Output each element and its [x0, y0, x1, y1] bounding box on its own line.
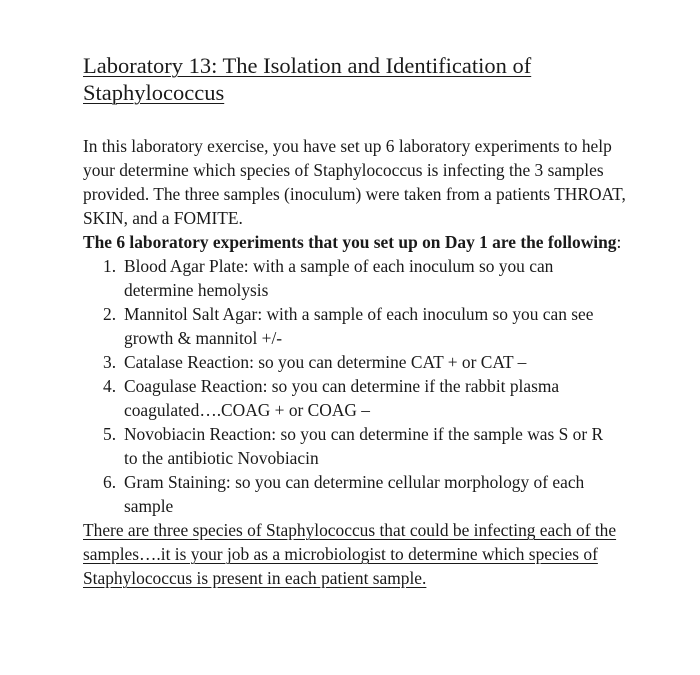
- list-item: [83, 470, 612, 518]
- list-item: [83, 350, 612, 374]
- experiments-heading-text: The 6 laboratory experiments that you set up on Day 1 are the following: [83, 232, 617, 252]
- list-item: [83, 254, 612, 302]
- list-item-text: Mannitol Salt Agar: with a sample of each inoculum so you can see growth & mannitol +/-: [124, 304, 594, 348]
- list-item-number: 3.: [103, 352, 117, 372]
- intro-paragraph: In this laboratory exercise, you have set up 6 laboratory experiments to help your determine which species of Staphylococcus is infecting the 3 samples provided. The three samples (inoculum) were taken from a patients THROAT, SKIN, and a FOMITE.: [83, 136, 626, 228]
- list-item: [83, 374, 612, 422]
- list-item: [83, 422, 612, 470]
- list-item-text: Coagulase Reaction: so you can determine if the rabbit plasma coagulated….COAG + or COAG –: [124, 376, 560, 420]
- closing-paragraph: There are three species of Staphylococcus that could be infecting each of the samples….it is your job as a microbiologist to determine which species of Staphylococcus is present in each patient sample.: [83, 520, 617, 588]
- experiments-heading: [83, 230, 628, 254]
- experiments-list: [83, 254, 643, 518]
- document-title: Laboratory 13: The Isolation and Identification of Staphylococcus: [83, 53, 532, 105]
- list-item-number: 2.: [103, 304, 117, 324]
- list-item-number: 1.: [103, 256, 117, 276]
- list-item-number: 5.: [103, 424, 117, 444]
- list-item-number: 6.: [103, 472, 117, 492]
- list-item: [83, 302, 612, 350]
- list-item-number: 4.: [103, 376, 117, 396]
- list-item-text: Gram Staining: so you can determine cellular morphology of each sample: [124, 472, 585, 516]
- experiments-heading-colon: :: [616, 232, 622, 252]
- list-item-text: Blood Agar Plate: with a sample of each inoculum so you can determine hemolysis: [124, 256, 554, 300]
- list-item-text: Catalase Reaction: so you can determine CAT + or CAT –: [124, 352, 527, 372]
- document-page: [83, 52, 643, 590]
- list-item-text: Novobiacin Reaction: so you can determine if the sample was S or R to the antibiotic Novobiacin: [124, 424, 604, 468]
